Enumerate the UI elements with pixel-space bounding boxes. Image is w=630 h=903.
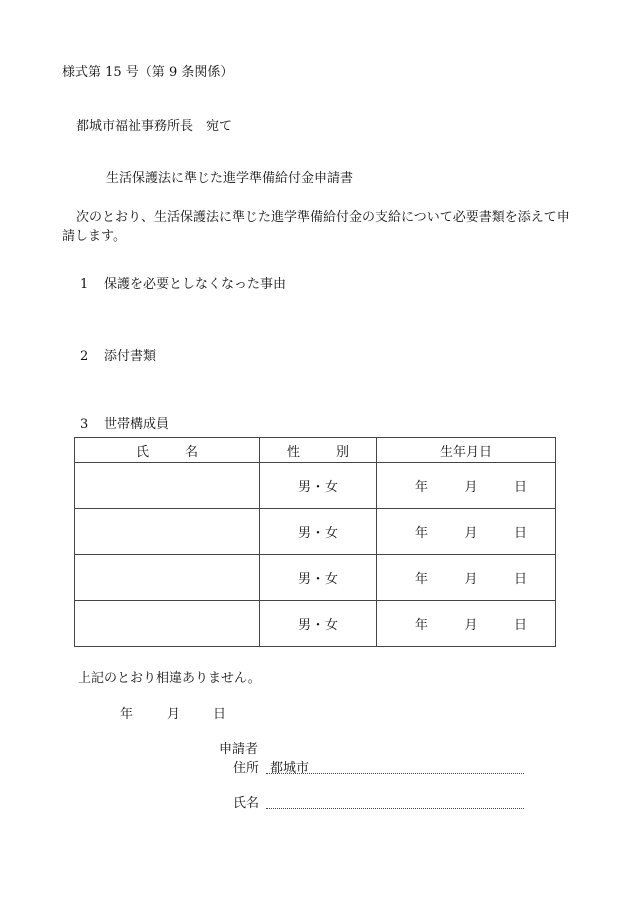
sex-male[interactable]: 男 (297, 526, 311, 541)
applicant-label: 申請者 (219, 742, 259, 757)
dob-month: 月 (464, 480, 478, 495)
member-sex-cell[interactable] (260, 555, 377, 601)
section-number: 2 (80, 349, 89, 364)
sex-male[interactable]: 男 (297, 480, 311, 495)
member-name-cell[interactable] (75, 509, 260, 555)
name-label: 氏名 (233, 796, 260, 811)
dob-day: 日 (513, 572, 527, 587)
table-row (75, 555, 556, 601)
document-title: 生活保護法に準じた進学準備給付金申請書 (106, 171, 354, 186)
header-name: 氏 名 (75, 438, 260, 463)
section-number: 3 (80, 417, 89, 432)
member-sex-cell[interactable] (260, 463, 377, 509)
dob-year: 年 (415, 572, 429, 587)
sex-male[interactable]: 男 (297, 618, 311, 633)
sex-female[interactable]: 女 (325, 480, 339, 495)
year-label: 年 (120, 707, 134, 722)
member-name-cell[interactable] (75, 463, 260, 509)
section-label: 保護を必要としなくなった事由 (104, 277, 287, 292)
dob-day: 日 (513, 526, 527, 541)
address-field-line[interactable] (266, 773, 524, 774)
member-name-cell[interactable] (75, 555, 260, 601)
dob-day: 日 (513, 618, 527, 633)
sex-separator: ・ (311, 526, 325, 541)
dob-month: 月 (464, 618, 478, 633)
section-label: 世帯構成員 (104, 417, 170, 432)
day-label: 日 (213, 707, 227, 722)
table-header-row (75, 438, 556, 463)
table-row (75, 509, 556, 555)
sex-female[interactable]: 女 (325, 526, 339, 541)
dob-year: 年 (415, 526, 429, 541)
dob-day: 日 (513, 480, 527, 495)
member-sex-cell[interactable] (260, 601, 377, 647)
dob-year: 年 (415, 618, 429, 633)
section-number: 1 (80, 277, 89, 292)
address-label: 住所 (233, 761, 260, 776)
dob-month: 月 (464, 526, 478, 541)
header-dob: 生年月日 (377, 438, 556, 463)
member-sex-cell[interactable] (260, 509, 377, 555)
section-2 (80, 350, 156, 363)
section-1 (80, 278, 286, 291)
sex-separator: ・ (311, 572, 325, 587)
form-number: 様式第 15 号（第 9 条関係） (62, 65, 234, 80)
table-row (75, 601, 556, 647)
sex-separator: ・ (311, 480, 325, 495)
date-line (120, 708, 226, 721)
member-dob-cell[interactable] (377, 463, 556, 509)
addressee: 都城市福祉事務所長 宛て (76, 119, 233, 134)
sex-female[interactable]: 女 (325, 572, 339, 587)
section-label: 添付書類 (104, 349, 157, 364)
header-sex: 性 別 (260, 438, 377, 463)
month-label: 月 (167, 707, 181, 722)
member-dob-cell[interactable] (377, 509, 556, 555)
sex-male[interactable]: 男 (297, 572, 311, 587)
sex-separator: ・ (311, 618, 325, 633)
household-members-table (74, 437, 556, 647)
dob-year: 年 (415, 480, 429, 495)
name-field-line[interactable] (266, 808, 524, 809)
member-dob-cell[interactable] (377, 601, 556, 647)
confirmation-text: 上記のとおり相違ありません。 (78, 671, 261, 686)
member-name-cell[interactable] (75, 601, 260, 647)
address-value: 都城市 (270, 761, 310, 776)
dob-month: 月 (464, 572, 478, 587)
member-dob-cell[interactable] (377, 555, 556, 601)
section-3 (80, 418, 169, 431)
body-text: 次のとおり、生活保護法に準じた進学準備給付金の支給について必要書類を添えて申請します。 (62, 210, 570, 244)
table-row (75, 463, 556, 509)
sex-female[interactable]: 女 (325, 618, 339, 633)
